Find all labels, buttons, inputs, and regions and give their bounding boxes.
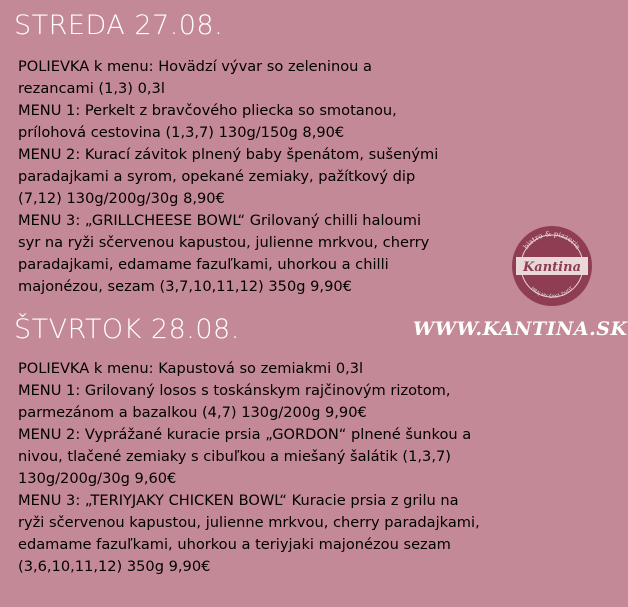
kantina-logo bbox=[510, 224, 594, 308]
logo-bottom-text: HRAJ MY ČAKÁ ŽIVOT bbox=[529, 286, 575, 301]
menu-2-line: MENU 2: Vyprážané kuracie prsia „GORDON“ plnené šunkou a bbox=[18, 426, 472, 443]
menu-1-line: parmezánom a bazalkou (4,7) 130g/200g 9,90€ bbox=[18, 404, 367, 421]
menu-1-line: MENU 1: Grilovaný losos s toskánskym rajčinovým rizotom, bbox=[18, 382, 451, 399]
menu-3-line: edamame fazuľkami, uhorkou a teriyjaki majonézou sezam bbox=[18, 536, 451, 553]
menu-2-line: nivou, tlačené zemiaky s cibuľkou a miešaný šalátik (1,3,7) bbox=[18, 448, 451, 465]
day-heading-thursday: ŠTVRTOK 28.08. bbox=[14, 314, 240, 345]
soup-line: POLIEVKA k menu: Hovädzí vývar so zeleninou a bbox=[18, 58, 372, 75]
menu-1-line: MENU 1: Perkelt z bravčového pliecka so smotanou, bbox=[18, 102, 397, 119]
menu-block-thursday bbox=[18, 358, 578, 578]
menu-3-line: ryži sčervenou kapustou, julienne mrkvou, cherry paradajkami, bbox=[18, 514, 480, 531]
day-heading-wednesday: STREDA 27.08. bbox=[14, 10, 224, 41]
menu-3-line: syr na ryži sčervenou kapustou, julienne mrkvou, cherry bbox=[18, 234, 430, 251]
soup-line: POLIEVKA k menu: Kapustová so zemiakmi 0,3l bbox=[18, 360, 364, 377]
logo-name: Kantina bbox=[523, 260, 581, 275]
menu-3-line: MENU 3: „TERIYJAKY CHICKEN BOWL“ Kuracie prsia z grilu na bbox=[18, 492, 459, 509]
menu-2-line: 130g/200g/30g 9,60€ bbox=[18, 470, 177, 487]
menu-2-line: MENU 2: Kurací závitok plnený baby špenátom, sušenými bbox=[18, 146, 439, 163]
menu-block-wednesday bbox=[18, 56, 578, 301]
menu-3-line: MENU 3: „GRILLCHEESE BOWL“ Grilovaný chilli haloumi bbox=[18, 212, 421, 229]
menu-2-line: paradajkami a syrom, opekané zemiaky, pažítkový dip bbox=[18, 168, 416, 185]
menu-3-line: majonézou, sezam (3,7,10,11,12) 350g 9,90€ bbox=[18, 278, 352, 295]
menu-2-line: (7,12) 130g/200g/30g 8,90€ bbox=[18, 190, 225, 207]
menu-3-line: (3,6,10,11,12) 350g 9,90€ bbox=[18, 558, 211, 575]
logo-top-text: bistro & pizzeria bbox=[522, 229, 582, 251]
menu-3-line: paradajkami, edamame fazuľkami, uhorkou a chilli bbox=[18, 256, 389, 273]
soup-line: rezancami (1,3) 0,3l bbox=[18, 80, 165, 97]
website-link[interactable]: WWW.KANTINA.SK bbox=[413, 318, 628, 340]
menu-1-line: prílohová cestovina (1,3,7) 130g/150g 8,90€ bbox=[18, 124, 345, 141]
